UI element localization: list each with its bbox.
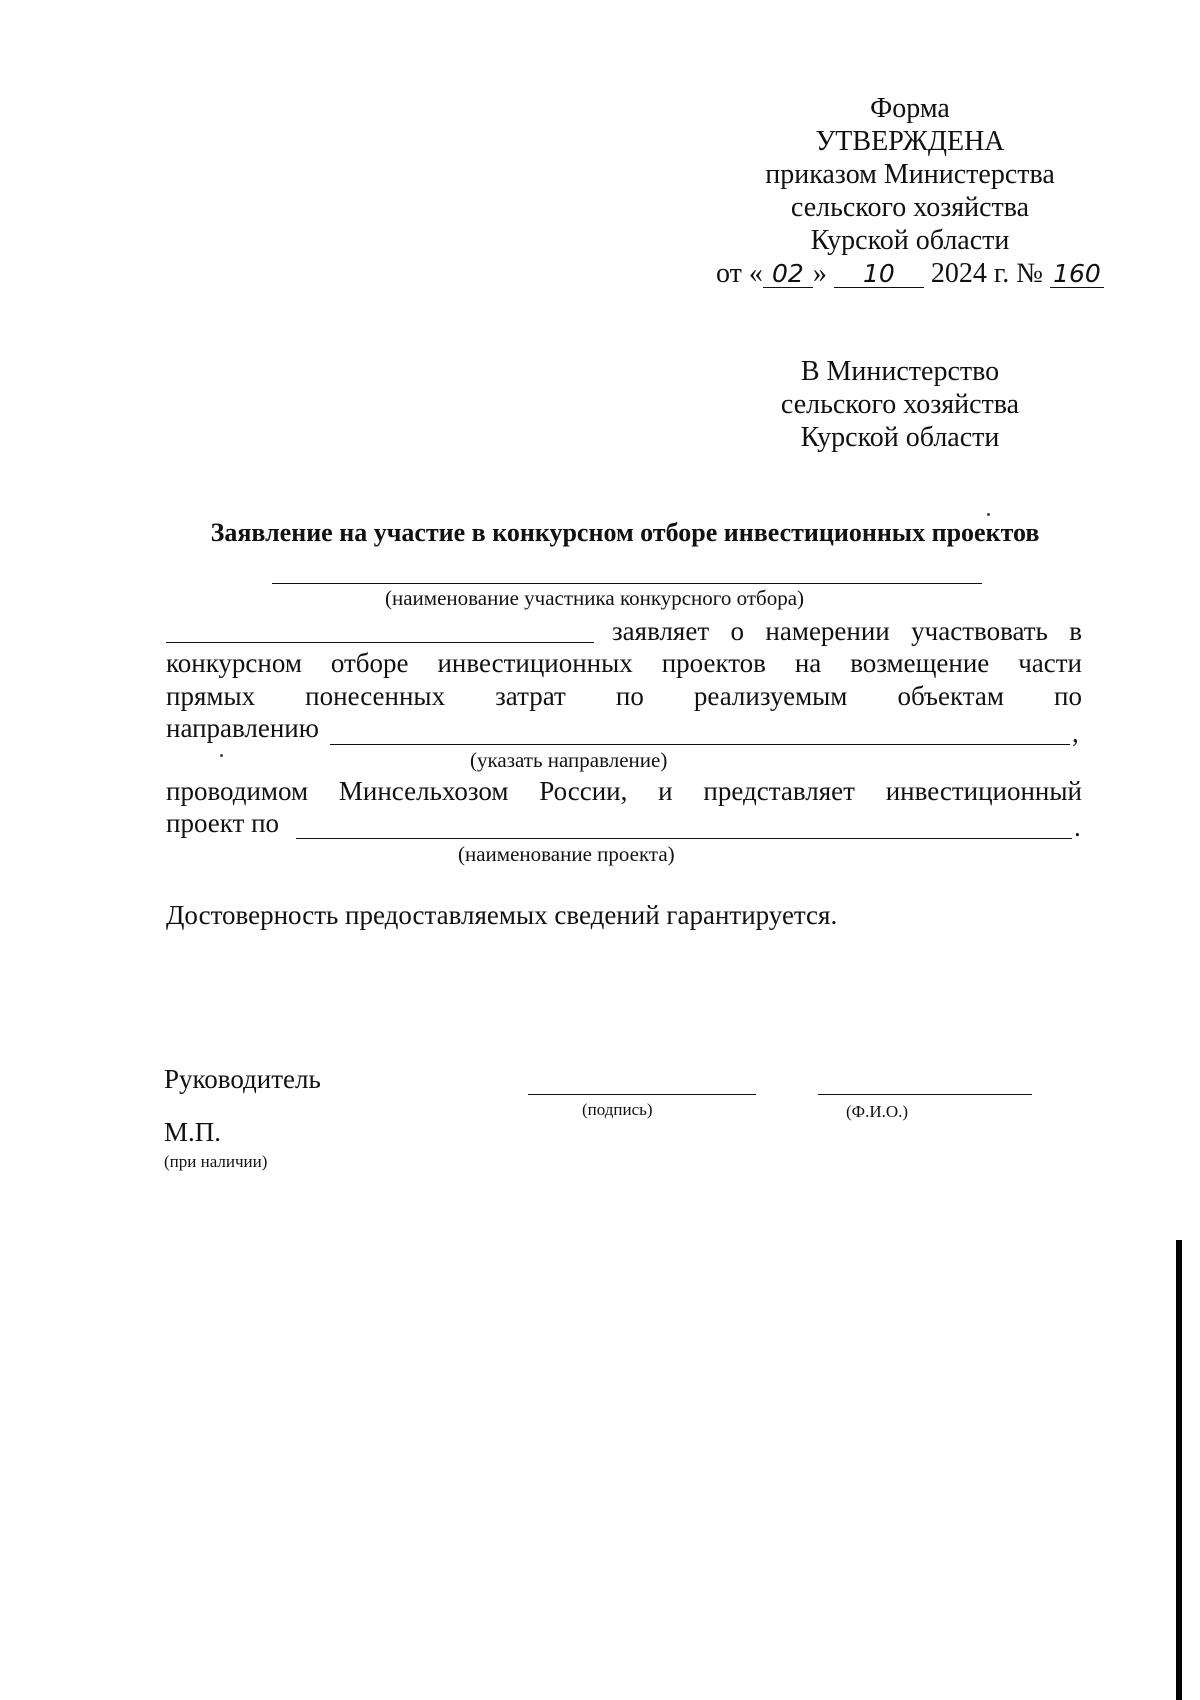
head-label: Руководитель	[164, 1064, 321, 1094]
word: Минсельхозом	[338, 776, 509, 806]
word: проектов	[661, 648, 766, 678]
word: о	[730, 616, 745, 646]
word: на	[794, 648, 822, 678]
direction-field[interactable]	[330, 744, 1070, 745]
order-number-handwritten: 160	[1050, 261, 1104, 288]
addressee-line-3: Курской области	[800, 422, 1000, 453]
full-name-field[interactable]	[818, 1094, 1032, 1095]
word: понесенных	[305, 681, 446, 711]
order-line-3: Курской области	[810, 225, 1010, 256]
stamp-label: М.П.	[164, 1117, 222, 1147]
participant-name-field[interactable]	[272, 583, 982, 584]
document-title: Заявление на участие в конкурсном отборе инвестиционных проектов	[210, 518, 1040, 547]
project-prefix: проект по	[166, 808, 280, 838]
date-month-handwritten: 10	[834, 261, 924, 288]
date-mid: »	[812, 258, 827, 289]
word: представляет	[703, 776, 855, 806]
word: участвовать	[911, 616, 1048, 646]
signature-field[interactable]	[528, 1094, 756, 1095]
direction-prefix: направлению	[166, 713, 319, 743]
participant-fill-field[interactable]	[166, 642, 594, 643]
word: прямых	[166, 681, 256, 711]
word: отборе	[330, 648, 409, 678]
word: и	[658, 776, 673, 806]
addressee-block	[740, 355, 1060, 454]
participant-caption: (наименование участника конкурсного отбора)	[385, 586, 805, 610]
word: проводимом	[166, 776, 309, 806]
order-line-2: сельского хозяйства	[790, 192, 1030, 223]
body-line-2	[166, 648, 1082, 679]
project-period: .	[1074, 812, 1081, 842]
signature-caption: (подпись)	[582, 1100, 653, 1119]
project-caption: (наименование проекта)	[458, 842, 675, 866]
word: инвестиционных	[437, 648, 633, 678]
word: намерении	[765, 616, 890, 646]
direction-caption: (указать направление)	[470, 748, 668, 772]
word: возмещение	[850, 648, 990, 678]
word: затрат	[495, 681, 566, 711]
stamp-note: (при наличии)	[164, 1152, 268, 1171]
project-name-field[interactable]	[296, 838, 1072, 839]
word: в	[1069, 616, 1082, 646]
guarantee-statement: Достоверность предоставляемых сведений гарантируется.	[166, 900, 838, 930]
word: объектам	[897, 681, 1004, 711]
order-date-line	[700, 257, 1120, 290]
addressee-line-2: сельского хозяйства	[780, 389, 1020, 420]
word: по	[1054, 681, 1082, 711]
form-label: Форма	[870, 93, 950, 124]
word: реализуемым	[693, 681, 848, 711]
approved-label: УТВЕРЖДЕНА	[815, 126, 1005, 157]
word: России,	[539, 776, 628, 806]
body-line-3	[166, 681, 1082, 712]
scan-speck	[987, 513, 990, 516]
scan-speck	[220, 754, 223, 757]
word: конкурсном	[166, 648, 302, 678]
date-year: 2024 г. №	[930, 258, 1043, 289]
body-line-5	[166, 776, 1082, 807]
word: по	[615, 681, 644, 711]
direction-comma: ,	[1072, 718, 1079, 748]
date-prefix: от «	[716, 258, 763, 289]
word: части	[1018, 648, 1082, 678]
body-line-1	[612, 616, 1082, 647]
date-day-handwritten: 02	[763, 261, 813, 288]
full-name-caption: (Ф.И.О.)	[846, 1102, 909, 1121]
addressee-line-1: В Министерство	[800, 356, 1000, 387]
approval-block	[700, 92, 1120, 290]
word: заявляет	[612, 616, 710, 646]
order-line-1: приказом Министерства	[765, 159, 1055, 190]
word: инвестиционный	[885, 776, 1082, 806]
scan-edge-bar	[1176, 1240, 1182, 1700]
